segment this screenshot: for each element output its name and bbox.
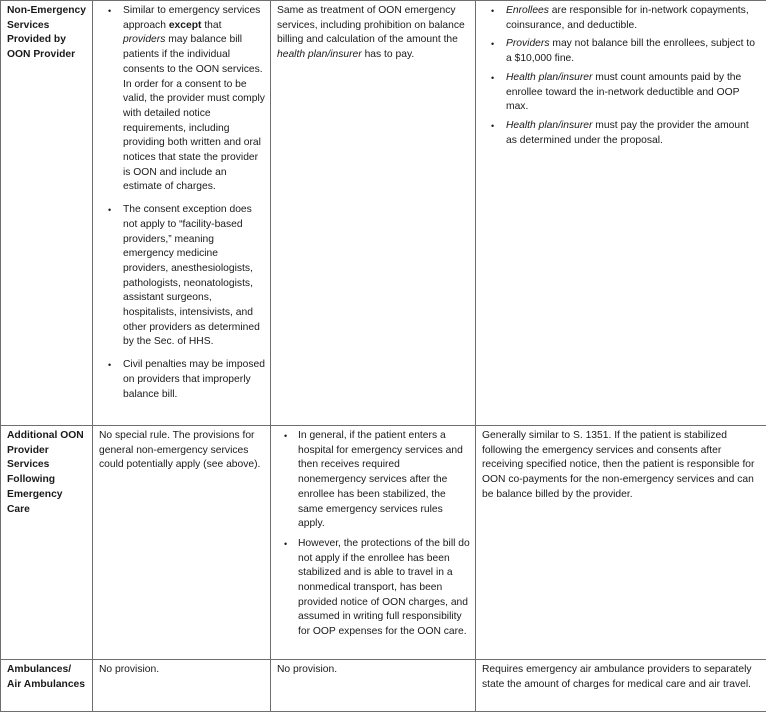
row-heading: Non-Emergency Services Provided by OON Provider xyxy=(1,1,93,426)
bullet-list xyxy=(482,4,761,148)
row-heading: Additional OON Provider Services Following Emergency Care xyxy=(1,426,93,660)
table-row xyxy=(1,660,766,712)
term-text: Enrollees xyxy=(506,5,549,16)
cell-text: No provision. xyxy=(99,663,265,678)
table-cell xyxy=(476,1,766,426)
text-span: may balance bill patients if the individual consents to the OON services. In order for a consent to be valid, the provider must comply with detailed notice requirements, including providing both written and oral notices that state the provider is OON and include an estimate of charges. xyxy=(123,34,265,192)
cell-text: No provision. xyxy=(277,663,470,678)
list-item xyxy=(482,71,761,115)
term-text: providers xyxy=(123,34,165,45)
term-text: Health plan/insurer xyxy=(506,72,592,83)
row-heading: Ambulances/ Air Ambulances xyxy=(1,660,93,712)
term-text: Health plan/insurer xyxy=(506,120,592,131)
table-cell xyxy=(271,426,476,660)
emphasis-text: except xyxy=(169,20,202,31)
list-item xyxy=(99,4,265,195)
table-cell xyxy=(476,660,766,712)
list-item xyxy=(482,119,761,148)
table-cell xyxy=(93,1,271,426)
table-row xyxy=(1,426,766,660)
cell-text: Requires emergency air ambulance providers to separately state the amount of charges for medical care and air travel. xyxy=(482,663,761,692)
list-item: • Civil penalties may be imposed on providers that improperly balance bill. xyxy=(99,358,265,402)
text-span: has to pay. xyxy=(362,49,414,60)
table-cell xyxy=(271,660,476,712)
table-cell xyxy=(93,660,271,712)
text-span: may not balance bill the enrollees, subject to a $10,000 fine. xyxy=(506,38,755,64)
text-span: must count amounts paid by the enrollee toward the in-network deductible and OOP max. xyxy=(506,72,741,112)
term-text: Providers xyxy=(506,38,550,49)
list-item xyxy=(482,37,761,66)
text-span: Same as treatment of OON emergency services, including prohibition on balance billing and calculation of the amount the xyxy=(277,5,465,45)
text-span: must pay the provider the amount as determined under the proposal. xyxy=(506,120,749,146)
table-cell xyxy=(271,1,476,426)
bullet-list xyxy=(277,429,470,640)
cell-text: Generally similar to S. 1351. If the patient is stabilized following the emergency services and consents after receiving specified notice, then the patient is responsible for OON co-payments for the non-emergency services and can be balance billed by the provider. xyxy=(482,429,761,503)
list-item: • In general, if the patient enters a hospital for emergency services and then receives required nonemergency services after the enrollee has been stabilized, the same emergency services rules apply. xyxy=(277,429,470,532)
table-cell xyxy=(476,426,766,660)
text-span: that xyxy=(201,20,221,31)
cell-text: No special rule. The provisions for general non-emergency services could potentially apply (see above). xyxy=(99,429,265,473)
bullet-list xyxy=(99,4,265,402)
list-item: • The consent exception does not apply to “facility-based providers,” meaning emergency medicine providers, anesthesiologists, pathologists, neonatologists, assistant surgeons, hospitalists, intensivists, and other providers as determined by the Sec. of HHS. xyxy=(99,203,265,350)
table-cell xyxy=(93,426,271,660)
list-item xyxy=(482,4,761,33)
list-item: • However, the protections of the bill do not apply if the enrollee has been stabilized and is able to travel in a nonmedical transport, has been provided notice of OON charges, and assumed in writing full responsibility for OOP expenses for the OON care. xyxy=(277,537,470,640)
text-span: Similar to emergency services approach xyxy=(123,5,260,31)
table-row xyxy=(1,1,766,426)
text-span: are responsible for in-network copayments, coinsurance, and deductible. xyxy=(506,5,749,31)
cell-text xyxy=(277,4,470,63)
term-text: health plan/insurer xyxy=(277,49,362,60)
